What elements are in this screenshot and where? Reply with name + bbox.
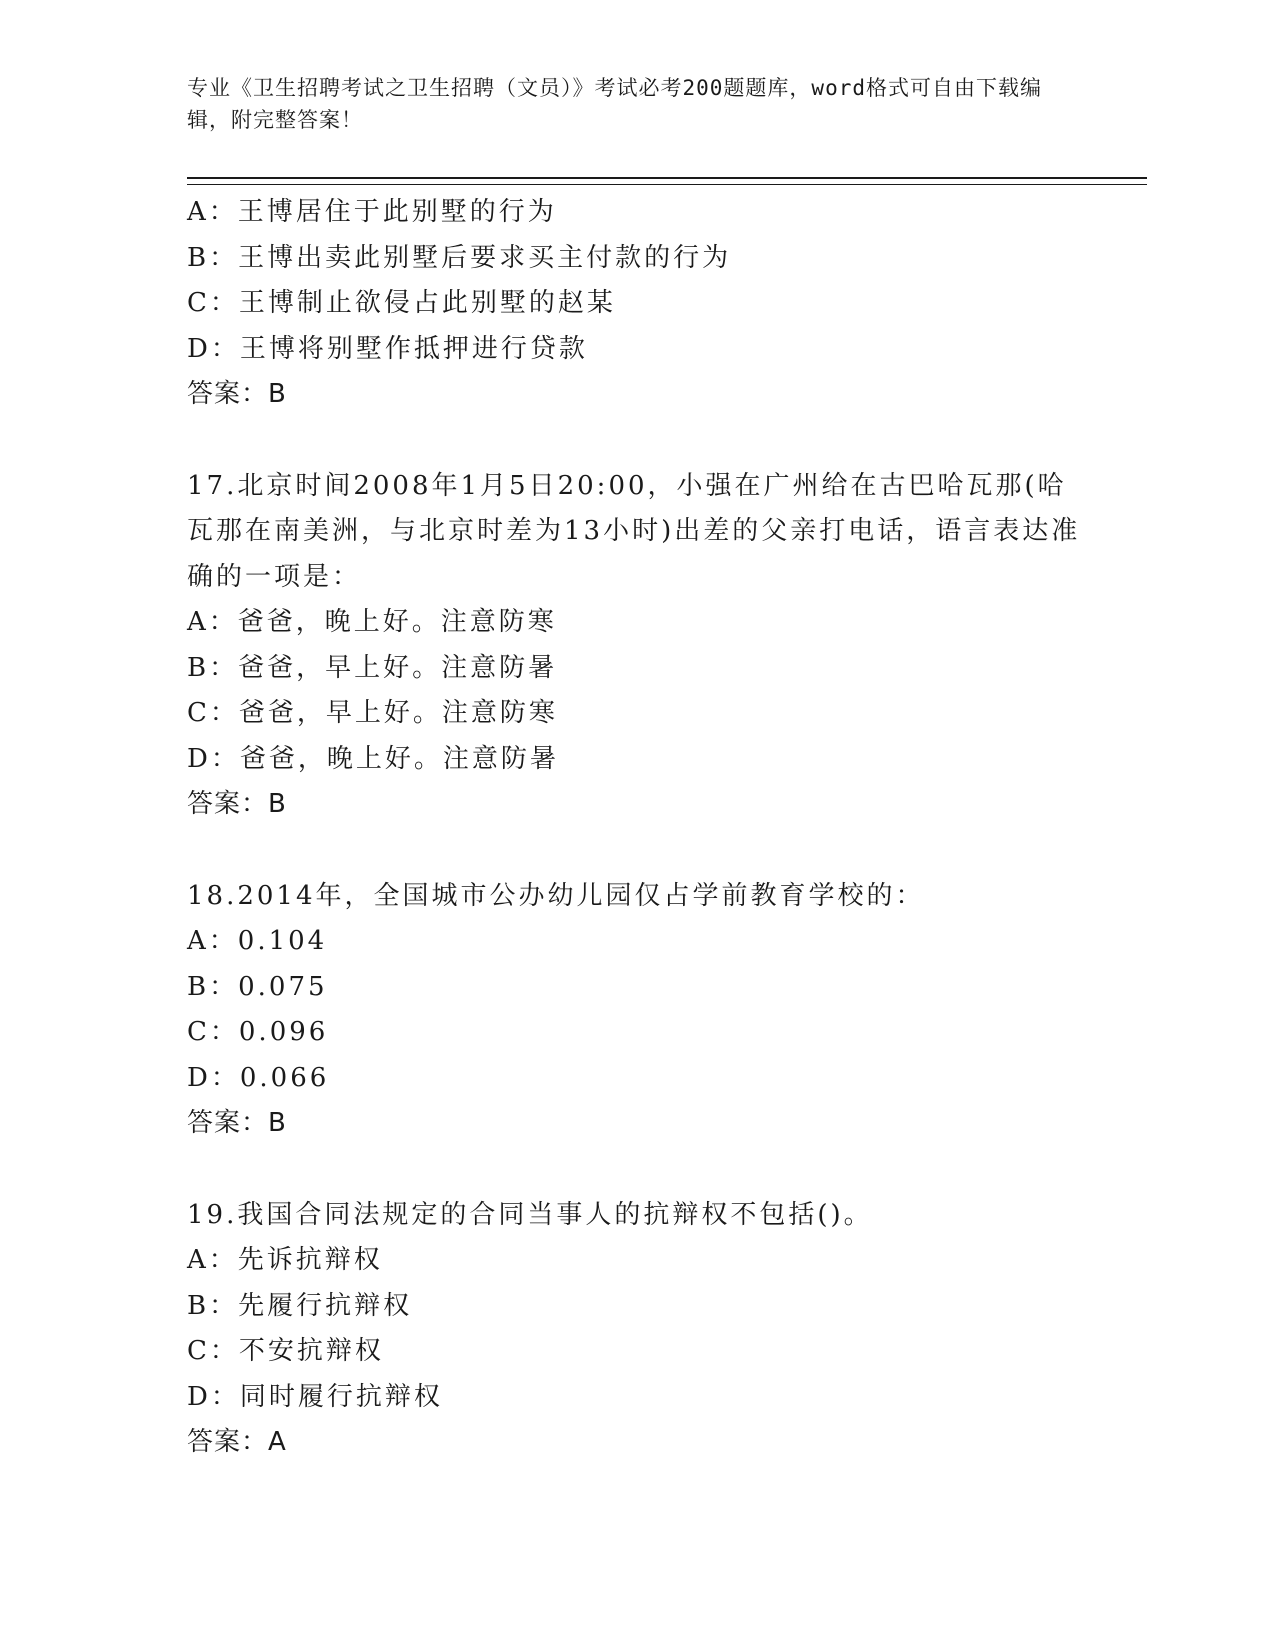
option-c: C：王博制止欲侵占此别墅的赵某 (187, 288, 616, 318)
question-17 (187, 464, 1087, 828)
header-divider (187, 177, 1147, 185)
question-stem: 17.北京时间2008年1月5日20:00，小强在广州给在古巴哈瓦那(哈瓦那在南美洲，与北京时差为13小时)出差的父亲打电话，语言表达准确的一项是： (187, 470, 1081, 592)
option-d: D：同时履行抗辩权 (187, 1381, 443, 1412)
option-a: A：先诉抗辩权 (187, 1245, 383, 1275)
answer: 答案：B (187, 379, 287, 409)
answer: 答案：A (187, 1427, 287, 1457)
option-d: D：王博将别墅作抵押进行贷款 (187, 333, 588, 364)
option-b: B：0.075 (187, 971, 328, 1002)
question-stem: 18.2014年，全国城市公办幼儿园仅占学前教育学校的： (187, 880, 925, 911)
answer: 答案：B (187, 1108, 287, 1138)
spacer (187, 1147, 1087, 1193)
option-d: D：爸爸，晚上好。注意防暑 (187, 743, 559, 774)
option-c: C：爸爸，早上好。注意防寒 (187, 698, 558, 728)
question-19 (187, 1193, 1087, 1466)
option-b: B：先履行抗辩权 (187, 1290, 413, 1321)
option-c: C：0.096 (187, 1017, 329, 1047)
option-a: A：王博居住于此别墅的行为 (187, 197, 557, 227)
option-b: B：爸爸，早上好。注意防暑 (187, 652, 558, 683)
header-title: 专业《卫生招聘考试之卫生招聘（文员）》考试必考200题题库，word格式可自由下载编辑，附完整答案！ (187, 76, 1042, 132)
spacer (187, 418, 1087, 464)
option-a: A：爸爸，晚上好。注意防寒 (187, 607, 557, 637)
question-18 (187, 874, 1087, 1147)
question-16-tail (187, 190, 1087, 418)
document-header (187, 72, 1067, 136)
answer: 答案：B (187, 789, 287, 819)
option-d: D：0.066 (187, 1062, 330, 1093)
spacer (187, 828, 1087, 874)
option-c: C：不安抗辩权 (187, 1336, 384, 1366)
question-stem: 19.我国合同法规定的合同当事人的抗辩权不包括()。 (187, 1199, 873, 1230)
option-b: B：王博出卖此别墅后要求买主付款的行为 (187, 242, 732, 273)
option-a: A：0.104 (187, 926, 328, 956)
question-list (187, 190, 1087, 1466)
